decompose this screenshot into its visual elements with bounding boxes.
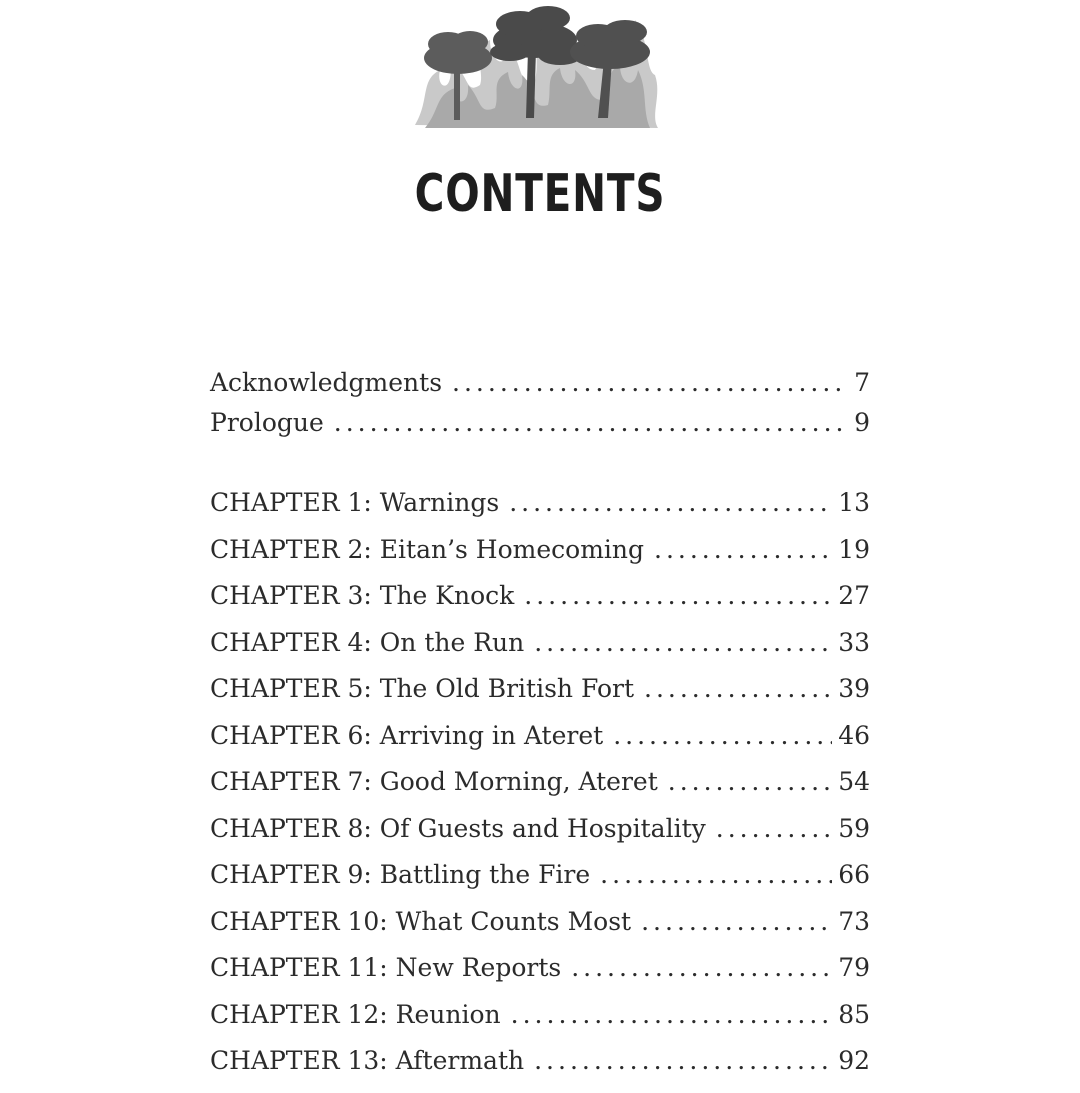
toc-chapter-entry bbox=[210, 721, 870, 768]
toc-entry bbox=[210, 408, 870, 448]
dot-leader bbox=[668, 767, 832, 796]
dot-leader bbox=[534, 1046, 832, 1075]
dot-leader bbox=[716, 814, 832, 843]
toc-chapter-entry bbox=[210, 953, 870, 1000]
toc-chapter-entry bbox=[210, 628, 870, 675]
toc-entry-page: 79 bbox=[838, 953, 870, 982]
toc-chapter-entry bbox=[210, 535, 870, 582]
section-spacer bbox=[210, 448, 870, 488]
dot-leader bbox=[644, 674, 832, 703]
toc-chapter-entry bbox=[210, 581, 870, 628]
toc-chapter-entry bbox=[210, 1046, 870, 1093]
toc-entry-label: CHAPTER 13: Aftermath bbox=[210, 1046, 525, 1075]
toc-entry-label: CHAPTER 7: Good Morning, Ateret bbox=[210, 767, 658, 796]
dot-leader bbox=[452, 368, 846, 397]
dot-leader bbox=[641, 907, 832, 936]
toc-entry-page: 9 bbox=[854, 408, 870, 437]
toc-entry-page: 92 bbox=[838, 1046, 870, 1075]
toc-entry-page: 66 bbox=[838, 860, 870, 889]
toc-entry-page: 39 bbox=[838, 674, 870, 703]
toc-chapter-entry bbox=[210, 674, 870, 721]
burning-trees-icon bbox=[410, 0, 665, 135]
toc-chapter-entry bbox=[210, 860, 870, 907]
toc-chapter-entry bbox=[210, 767, 870, 814]
toc-entry-page: 13 bbox=[838, 488, 870, 517]
dot-leader bbox=[600, 860, 832, 889]
toc-entry-label: CHAPTER 4: On the Run bbox=[210, 627, 525, 657]
dot-leader bbox=[509, 488, 832, 517]
toc-entry-page: 85 bbox=[838, 999, 870, 1029]
toc-entry-label: CHAPTER 1: Warnings bbox=[210, 488, 500, 517]
toc-entry-page: 33 bbox=[838, 627, 870, 657]
toc-chapter-entry bbox=[210, 488, 870, 535]
toc-entry-label: CHAPTER 3: The Knock bbox=[210, 581, 515, 610]
dot-leader bbox=[654, 535, 832, 564]
table-of-contents bbox=[210, 368, 870, 1093]
toc-entry-page: 19 bbox=[838, 534, 870, 564]
toc-chapter-entry bbox=[210, 907, 870, 954]
toc-entry-label: CHAPTER 8: Of Guests and Hospitality bbox=[210, 813, 706, 843]
toc-entry-label: CHAPTER 2: Eitan’s Homecoming bbox=[210, 534, 645, 564]
toc-entry-label: CHAPTER 12: Reunion bbox=[210, 999, 501, 1029]
toc-entry-page: 46 bbox=[838, 720, 870, 750]
dot-leader bbox=[511, 1000, 833, 1029]
toc-chapter-entry bbox=[210, 1000, 870, 1047]
toc-chapter-entry bbox=[210, 814, 870, 861]
toc-entry-label: Prologue bbox=[210, 408, 324, 437]
toc-entry-label: CHAPTER 6: Arriving in Ateret bbox=[210, 720, 604, 750]
toc-entry bbox=[210, 368, 870, 408]
dot-leader bbox=[524, 581, 832, 610]
toc-entry-label: CHAPTER 9: Battling the Fire bbox=[210, 860, 591, 889]
toc-entry-page: 59 bbox=[838, 813, 870, 843]
toc-entry-label: Acknowledgments bbox=[210, 368, 443, 397]
dot-leader bbox=[571, 953, 832, 982]
dot-leader bbox=[534, 628, 832, 657]
toc-entry-page: 7 bbox=[854, 368, 870, 397]
toc-entry-page: 27 bbox=[838, 581, 870, 610]
toc-entry-page: 73 bbox=[838, 906, 870, 936]
dot-leader bbox=[613, 721, 832, 750]
toc-entry-page: 54 bbox=[838, 767, 870, 796]
toc-entry-label: CHAPTER 10: What Counts Most bbox=[210, 906, 632, 936]
page-title: CONTENTS bbox=[414, 164, 666, 224]
toc-entry-label: CHAPTER 5: The Old British Fort bbox=[210, 674, 634, 703]
dot-leader bbox=[334, 408, 846, 437]
toc-entry-label: CHAPTER 11: New Reports bbox=[210, 953, 562, 982]
